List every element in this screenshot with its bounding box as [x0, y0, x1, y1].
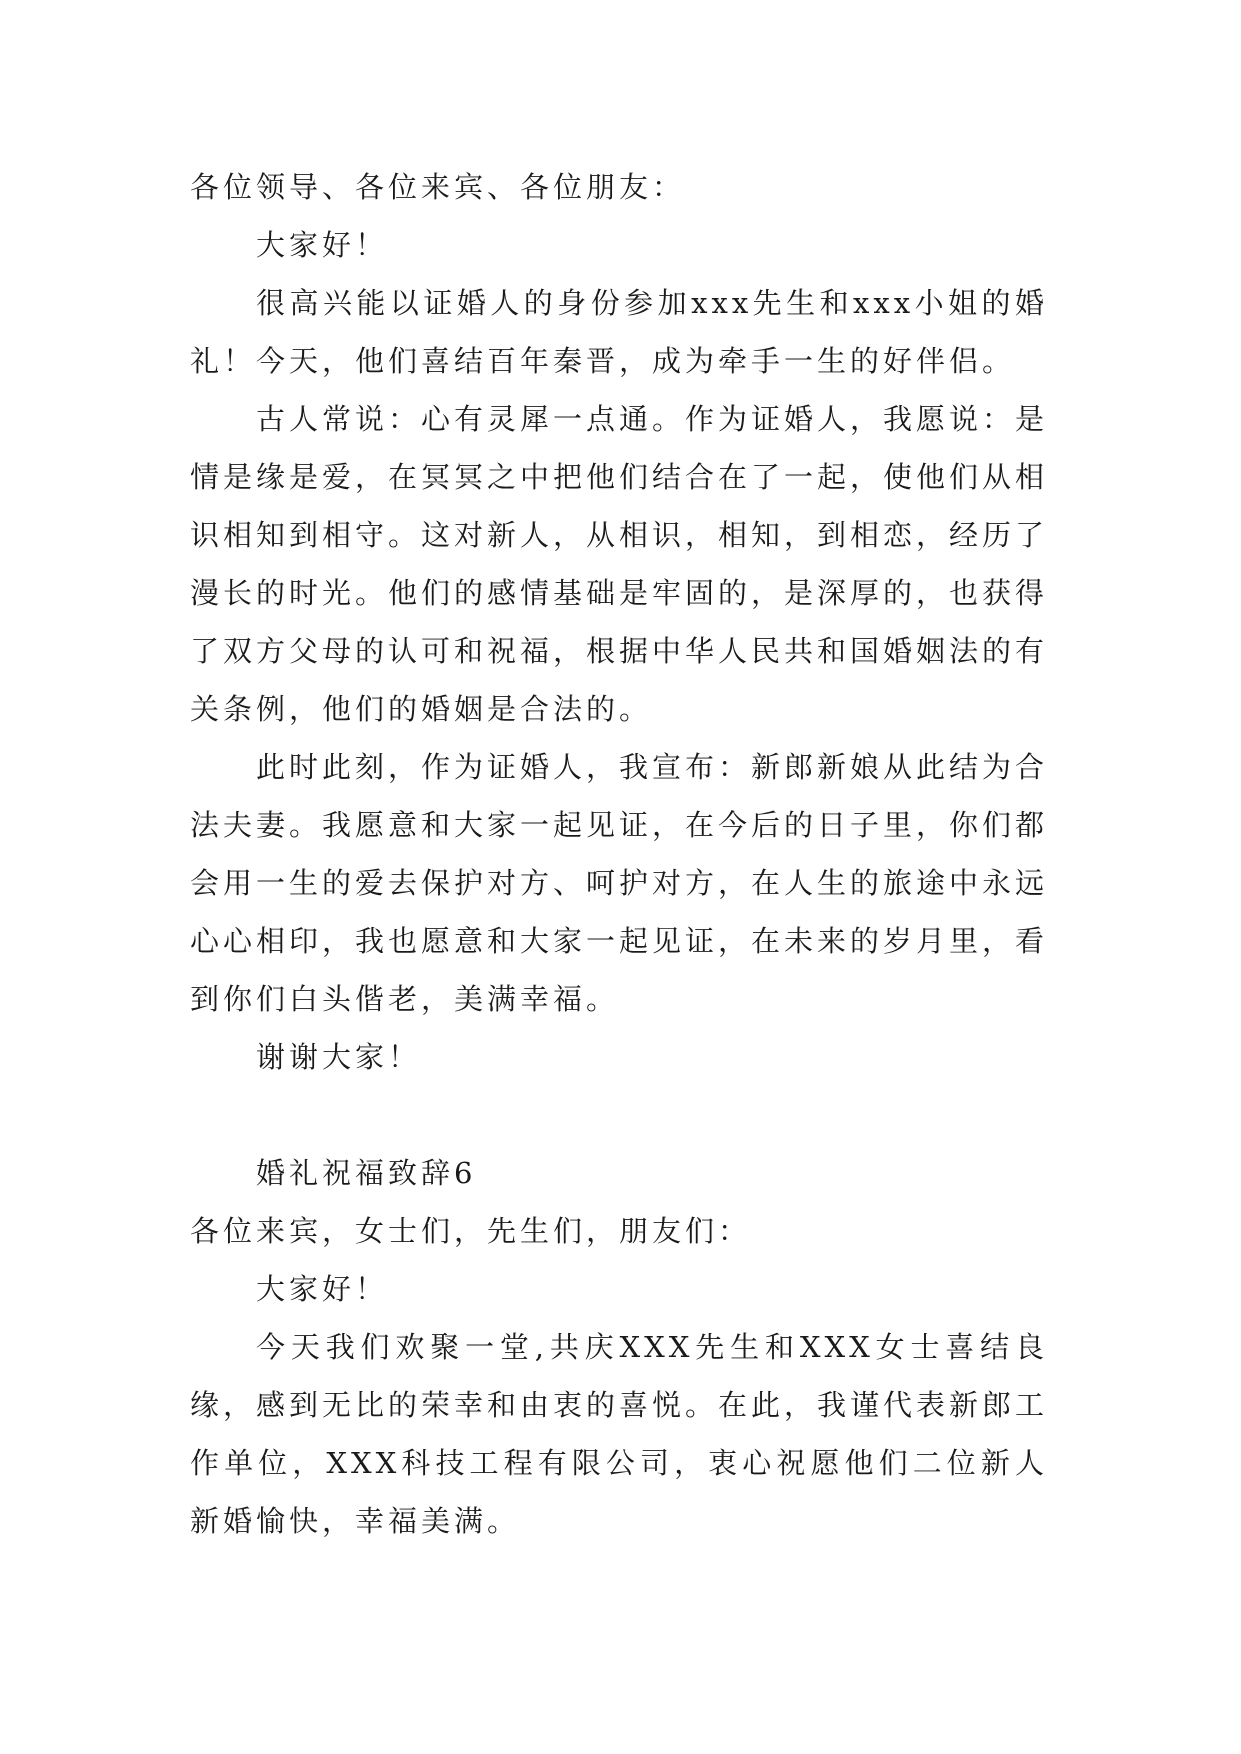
- paragraph: 此时此刻，作为证婚人，我宣布：新郎新娘从此结为合法夫妻。我愿意和大家一起见证，在今后的日子里，你们都会用一生的爱去保护对方、呵护对方，在人生的旅途中永远心心相印，我也愿意和大家一起见证，在未来的岁月里，看到你们白头偕老，美满幸福。: [190, 750, 1049, 1016]
- section-gap: [190, 1086, 1048, 1144]
- section-title: 婚礼祝福致辞6: [256, 1156, 477, 1190]
- salutation: 各位领导、各位来宾、各位朋友：: [190, 170, 686, 204]
- closing: 谢谢大家！: [256, 1040, 422, 1074]
- document-body: [190, 158, 1048, 1550]
- paragraph: 今天我们欢聚一堂,共庆XXX先生和XXX女士喜结良缘，感到无比的荣幸和由衷的喜悦。在此，我谨代表新郎工作单位，XXX科技工程有限公司，衷心祝愿他们二位新人新婚愉快，幸福美满。: [190, 1330, 1049, 1538]
- paragraph: 很高兴能以证婚人的身份参加xxx先生和xxx小姐的婚礼！今天，他们喜结百年秦晋，成为牵手一生的好伴侣。: [190, 286, 1048, 378]
- greeting: 大家好！: [256, 1272, 389, 1306]
- salutation: 各位来宾，女士们，先生们，朋友们：: [190, 1214, 752, 1248]
- greeting: 大家好！: [256, 228, 389, 262]
- paragraph: 古人常说：心有灵犀一点通。作为证婚人，我愿说：是情是缘是爱，在冥冥之中把他们结合在了一起，使他们从相识相知到相守。这对新人，从相识，相知，到相恋，经历了漫长的时光。他们的感情基础是牢固的，是深厚的，也获得了双方父母的认可和祝福，根据中华人民共和国婚姻法的有关条例，他们的婚姻是合法的。: [190, 402, 1049, 726]
